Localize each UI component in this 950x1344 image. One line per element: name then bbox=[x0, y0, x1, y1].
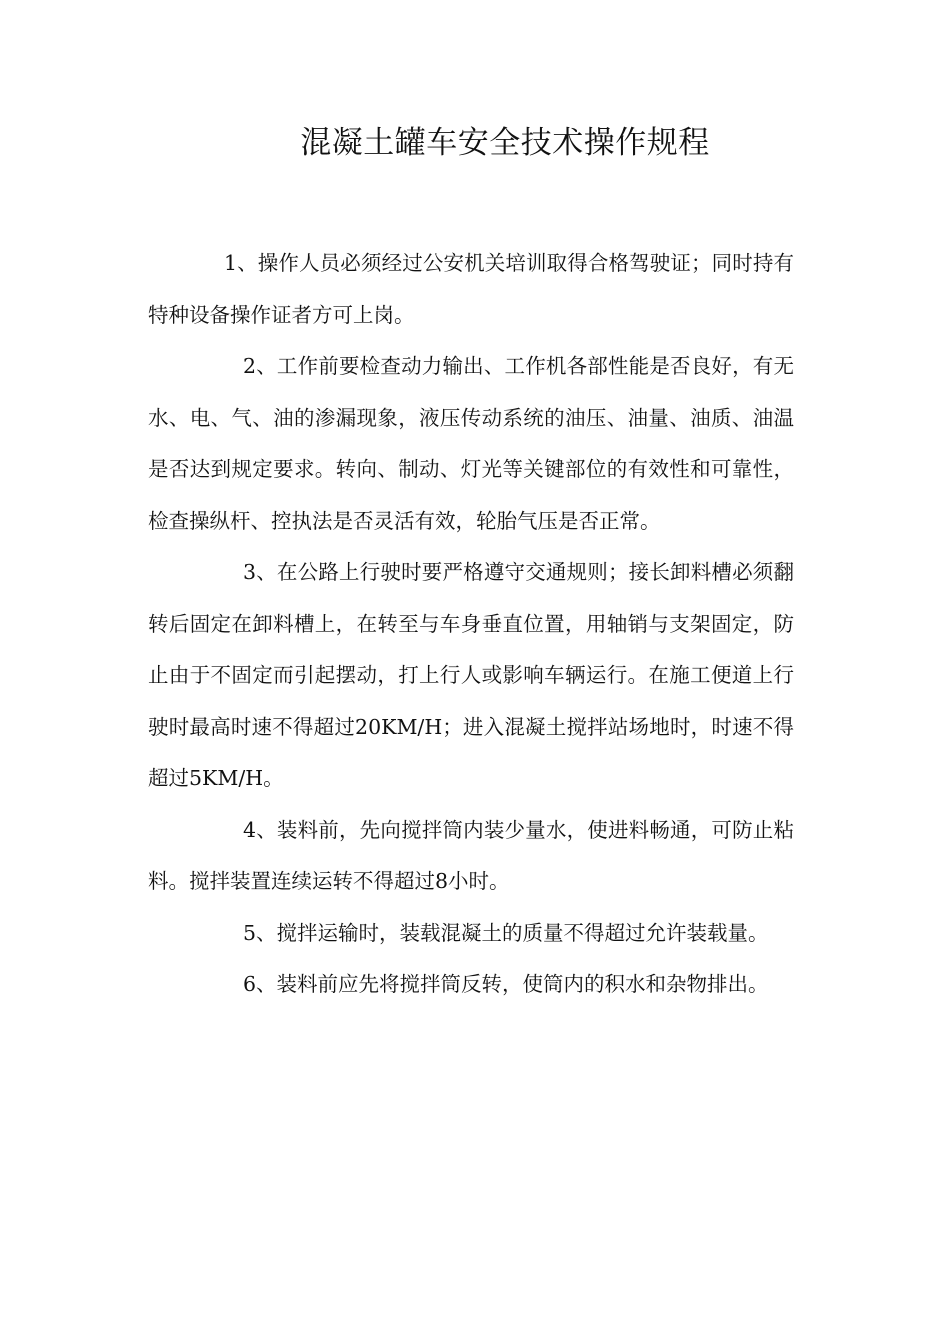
paragraph-4: 4、装料前，先向搅拌筒内装少量水，使进料畅通，可防止粘料。搅拌装置连续运转不得超过8小时。 bbox=[148, 817, 794, 893]
paragraph-3: 3、在公路上行驶时要严格遵守交通规则；接长卸料槽必须翻转后固定在卸料槽上，在转至与车身垂直位置，用轴销与支架固定，防止由于不固定而引起摆动，打上行人或影响车辆运行。在施工便道上行驶时最高时速不得超过20KM/H；进入混凝土搅拌站场地时，时速不得超过5KM/H。 bbox=[148, 560, 794, 790]
paragraph-6: 6、装料前应先将搅拌筒反转，使筒内的积水和杂物排出。 bbox=[243, 972, 769, 996]
paragraph-5: 5、搅拌运输时，装载混凝土的质量不得超过允许装载量。 bbox=[243, 920, 769, 945]
document-title: 混凝土罐车安全技术操作规程 bbox=[300, 125, 710, 161]
paragraph-1: 1、操作人员必须经过公安机关培训取得合格驾驶证；同时持有特种设备操作证者方可上岗。 bbox=[148, 251, 794, 327]
paragraph-2: 2、工作前要检查动力输出、工作机各部性能是否良好，有无水、电、气、油的渗漏现象，液压传动系统的油压、油量、油质、油温是否达到规定要求。转向、制动、灯光等关键部位的有效性和可靠性，检查操纵杆、控执法是否灵活有效，轮胎气压是否正常。 bbox=[148, 354, 794, 533]
document-body bbox=[148, 238, 794, 1011]
